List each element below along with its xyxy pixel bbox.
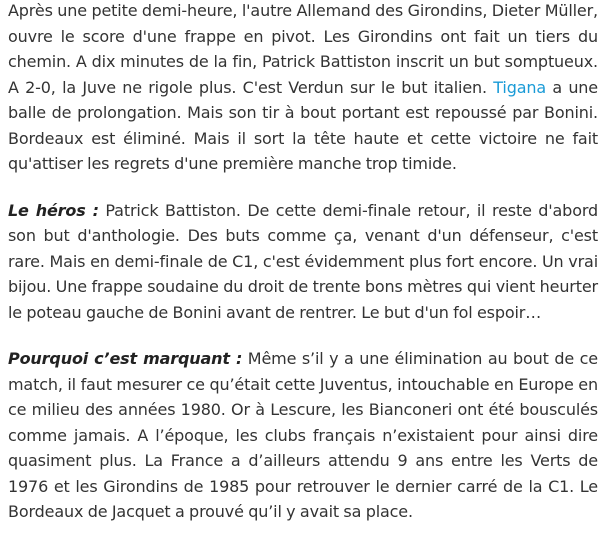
paragraph-text-after-link: a une balle de prolongation. Mais son tir à bout portant est repoussé par Bonini. Bordeaux est éliminé. Mais il sort la tête haute et cette victoire ne fait qu'attiser les regrets d'une première manche trop timide. bbox=[8, 77, 598, 173]
paragraph-why-notable bbox=[8, 346, 598, 525]
hero-text: Patrick Battiston. De cette demi-finale retour, il reste d'abord son but d'anthologie. Des buts comme ça, venant d'un défenseur, c'est rare. Mais en demi-finale de C1, c'est évidemment plus fort encore. Un vrai bijou. Une frappe soudaine du droit de trente bons mètres qui vient heurter le poteau gauche de Bonini avant de rentrer. Le but d'un fol espoir… bbox=[8, 200, 598, 322]
why-notable-heading: Pourquoi c’est marquant : bbox=[8, 349, 243, 368]
paragraph-match-summary bbox=[8, 0, 598, 177]
paragraph-hero bbox=[8, 198, 598, 326]
tigana-link[interactable]: Tigana bbox=[493, 77, 547, 97]
why-notable-text: Même s’il y a une élimination au bout de ce match, il faut mesurer ce qu’était cette Juventus, intouchable en Europe en ce milieu des années 1980. Or à Lescure, les Bianconeri ont été bousculés comme jamais. A l’époque, les clubs français n’existaient pour ainsi dire quasiment plus. La France a d’ailleurs attendu 9 ans entre les Verts de 1976 et les Girondins de 1985 pour retrouver le dernier carré de la C1. Le Bordeaux de Jacquet a prouvé qu’il y avait sa place. bbox=[8, 349, 598, 521]
paragraph-text-before-link: Après une petite demi-heure, l'autre Allemand des Girondins, Dieter Müller, ouvre le score d'une frappe en pivot. Les Girondins ont fait un tiers du chemin. A dix minutes de la fin, Patrick Battiston inscrit un but somptueux. A 2-0, la Juve ne rigole plus. C'est Verdun sur le but italien. bbox=[8, 1, 598, 97]
hero-heading: Le héros : bbox=[8, 200, 99, 220]
